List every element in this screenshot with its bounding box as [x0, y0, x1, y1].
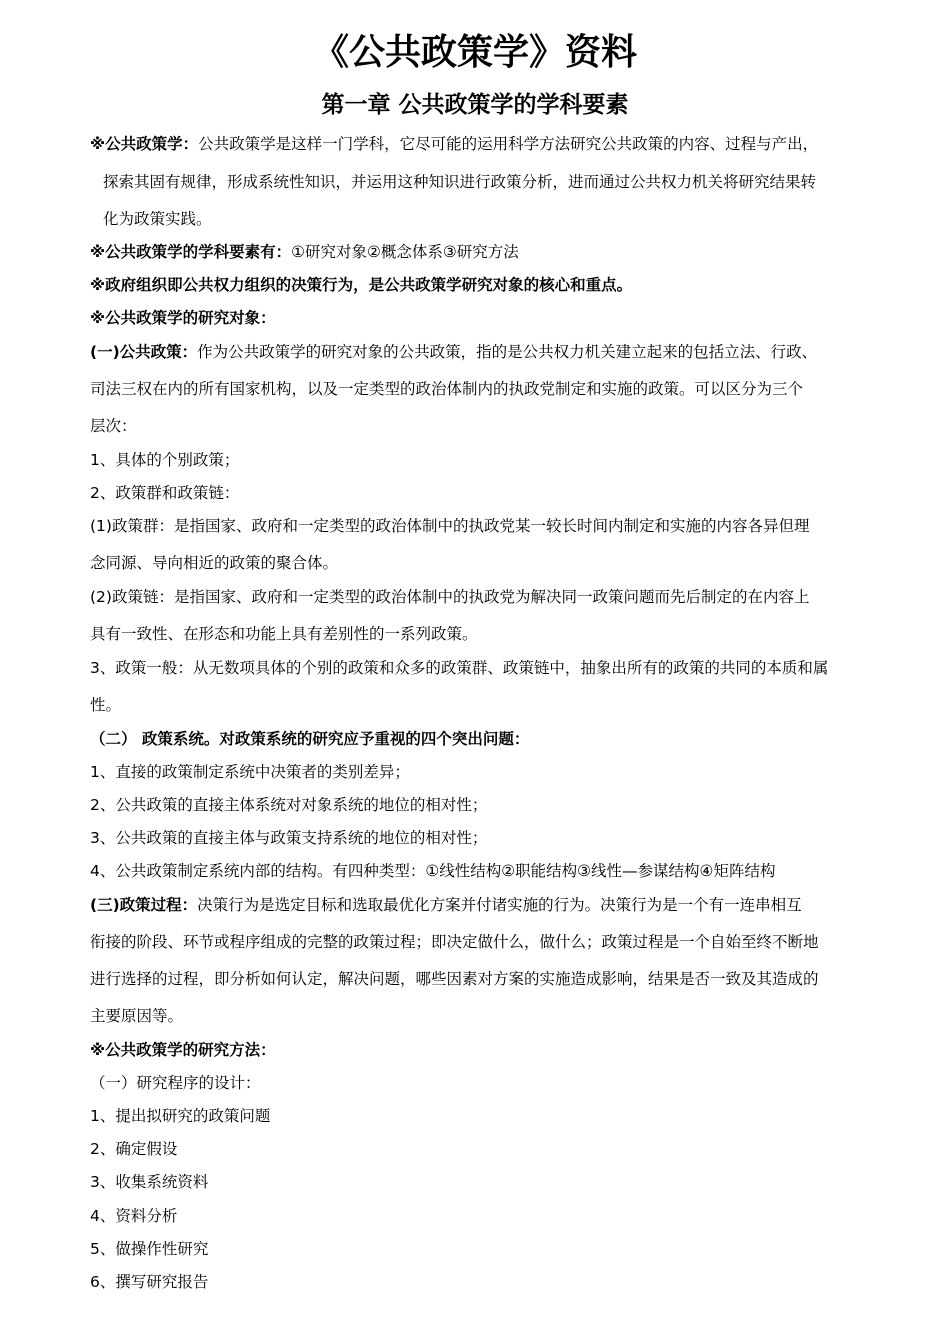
policy-chain-line-1: (2)政策链：是指国家、政府和一定类型的政治体制中的执政党为解决同一政策问题而先后制定的在内容上	[90, 588, 810, 606]
definition-line-2: 探索其固有规律，形成系统性知识，并运用这种知识进行政策分析，进而通过公共权力机关将研究结果转	[103, 173, 817, 191]
system-heading: （二） 政策系统。对政策系统的研究应予重视的四个突出问题：	[90, 730, 530, 748]
system-item: 1、直接的政策制定系统中决策者的类别差异；	[90, 763, 410, 781]
chapter-heading: 第一章 公共政策学的学科要素	[321, 92, 629, 118]
policy-general-line-2: 性。	[90, 696, 122, 714]
system-item: 2、公共政策的直接主体系统对对象系统的地位的相对性；	[90, 796, 488, 814]
policy-text-1: 作为公共政策学的研究对象的公共政策，指的是公共权力机关建立起来的包括立法、行政、	[197, 343, 818, 361]
policy-general-line-1: 3、政策一般：从无数项具体的个别的政策和众多的政策群、政策链中，抽象出所有的政策的共同的本质和属	[90, 659, 829, 677]
definition-line-3: 化为政策实践。	[103, 210, 212, 228]
process-line-1	[90, 893, 870, 917]
policy-chain-line-2: 具有一致性、在形态和功能上具有差别性的一系列政策。	[90, 625, 478, 643]
process-line-2: 衔接的阶段、环节或程序组成的完整的政策过程；即决定做什么，做什么；政策过程是一个自始至终不断地	[90, 933, 819, 951]
elements-label: ※公共政策学的学科要素有：	[90, 243, 292, 261]
process-line-3: 进行选择的过程，即分析如何认定，解决问题，哪些因素对方案的实施造成影响，结果是否一致及其造成的	[90, 970, 819, 988]
methods-heading: ※公共政策学的研究方法：	[90, 1041, 276, 1059]
method-step: 4、资料分析	[90, 1207, 178, 1225]
process-label: (三)政策过程：	[90, 896, 198, 914]
process-text-1: 决策行为是选定目标和选取最优化方案并付诸实施的行为。决策行为是一个有一连串相互	[197, 896, 802, 914]
policy-line-2: 司法三权在内的所有国家机构，以及一定类型的政治体制内的执政党制定和实施的政策。可以区分为三个	[90, 380, 804, 398]
definition-text-1: 公共政策学是这样一门学科，它尽可能的运用科学方法研究公共政策的内容、过程与产出，	[198, 135, 819, 153]
system-item: 4、公共政策制定系统内部的结构。有四种类型：①线性结构②职能结构③线性—参谋结构④矩阵结构	[90, 862, 776, 880]
method-step: 5、做操作性研究	[90, 1240, 209, 1258]
elements-text: ①研究对象②概念体系③研究方法	[291, 243, 519, 261]
objects-heading: ※公共政策学的研究对象：	[90, 309, 276, 327]
policy-line-1	[90, 340, 870, 364]
policy-item-1: 1、具体的个别政策；	[90, 451, 240, 469]
document-title: 《公共政策学》资料	[312, 32, 637, 73]
definition-label: ※公共政策学：	[90, 135, 199, 153]
policy-group-line-2: 念同源、导向相近的政策的聚合体。	[90, 554, 339, 572]
policy-group-line-1: (1)政策群：是指国家、政府和一定类型的政治体制中的执政党某一较长时间内制定和实施的内容各异但理	[90, 517, 810, 535]
method-step: 1、提出拟研究的政策问题	[90, 1107, 271, 1125]
policy-item-2: 2、政策群和政策链：	[90, 484, 240, 502]
elements-line	[90, 240, 870, 264]
core-statement: ※政府组织即公共权力组织的决策行为，是公共政策学研究对象的核心和重点。	[90, 276, 633, 294]
method-step: 6、撰写研究报告	[90, 1273, 209, 1291]
process-line-4: 主要原因等。	[90, 1007, 184, 1025]
method-step: 3、收集系统资料	[90, 1173, 209, 1191]
policy-label: (一)公共政策：	[90, 343, 198, 361]
method-step: 2、确定假设	[90, 1140, 178, 1158]
policy-line-3: 层次：	[90, 417, 137, 435]
system-item: 3、公共政策的直接主体与政策支持系统的地位的相对性；	[90, 829, 488, 847]
definition-line-1	[90, 132, 870, 156]
methods-subheading: （一）研究程序的设计：	[90, 1074, 261, 1092]
